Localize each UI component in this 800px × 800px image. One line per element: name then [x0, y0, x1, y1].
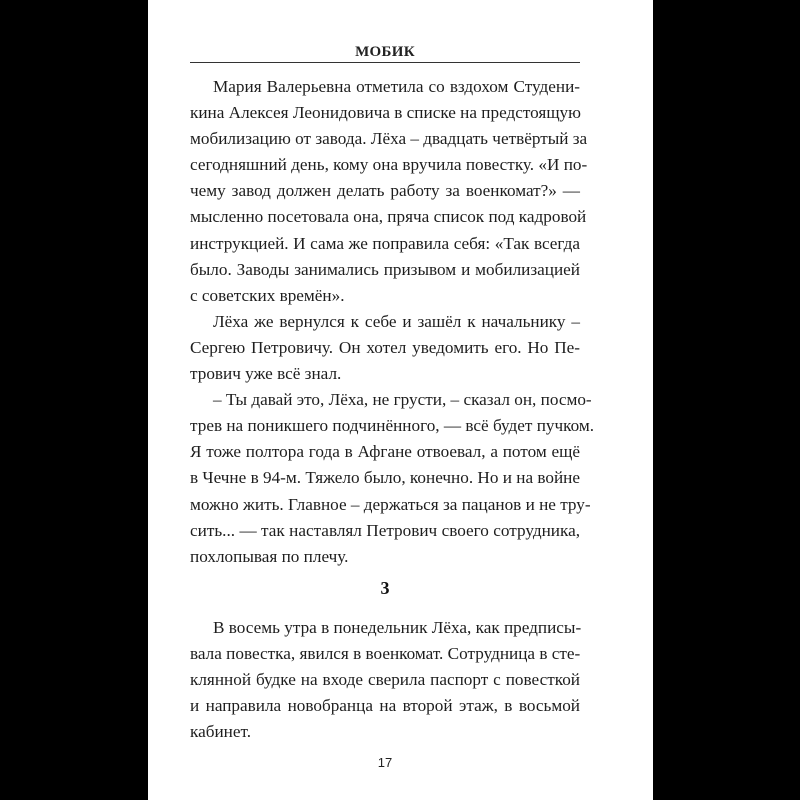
text-line: похлопывая по плечу.: [190, 546, 349, 566]
text-line: инструкцией. И сама же поправила себя: «Так всегда: [190, 233, 580, 253]
page-number: 17: [377, 755, 393, 770]
text-line: сить... — так наставлял Петрович своего сотрудника,: [190, 520, 580, 540]
text-line: в Чечне в 94-м. Тяжело было, конечно. Но и на войне: [190, 468, 580, 488]
text-line: можно жить. Главное – держаться за пацанов и не тру-: [190, 494, 591, 514]
text-line: с советских времён».: [190, 285, 345, 305]
text-line: мысленно посетовала она, пряча список под кадровой: [190, 207, 587, 227]
text-line: чему завод должен делать работу за военкомат?» —: [190, 181, 580, 201]
text-line: Я тоже полтора года в Афгане отвоевал, а потом ещё: [190, 442, 580, 462]
text-line: клянной будке на входе сверила паспорт с повесткой: [190, 670, 580, 690]
text-line: Мария Валерьевна отметила со вздохом Студени-: [213, 77, 580, 96]
text-line: кабинет.: [190, 722, 252, 742]
text-block-bottom: [190, 615, 580, 745]
text-line: В восемь утра в понедельник Лёха, как предписы-: [213, 618, 582, 637]
text-block-top: [190, 74, 595, 570]
text-line: и направила новобранца на второй этаж, в восьмой: [190, 696, 580, 716]
text-line: мобилизацию от завода. Лёха – двадцать четвёртый за: [190, 129, 588, 149]
text-line: вала повестка, явился в военкомат. Сотрудница в сте-: [190, 644, 581, 664]
chapter-number: 3: [380, 578, 390, 598]
running-header: МОБИК: [355, 44, 415, 60]
text-line: трев на поникшего подчинённого, — всё будет пучком.: [190, 416, 595, 436]
text-line: сегодняшний день, кому она вручила повестку. «И по-: [190, 155, 588, 175]
text-line: было. Заводы занимались призывом и мобилизацией: [190, 259, 580, 279]
text-line: Сергею Петровичу. Он хотел уведомить его. Но Пе-: [190, 337, 580, 357]
text-line: трович уже всё знал.: [190, 364, 342, 384]
header-rule: [190, 62, 580, 63]
text-line: – Ты давай это, Лёха, не грусти, – сказал он, посмо-: [213, 390, 592, 410]
text-line: Лёха же вернулся к себе и зашёл к начальнику –: [213, 311, 580, 331]
text-line: кина Алексея Леонидовича в списке на предстоящую: [190, 103, 581, 123]
